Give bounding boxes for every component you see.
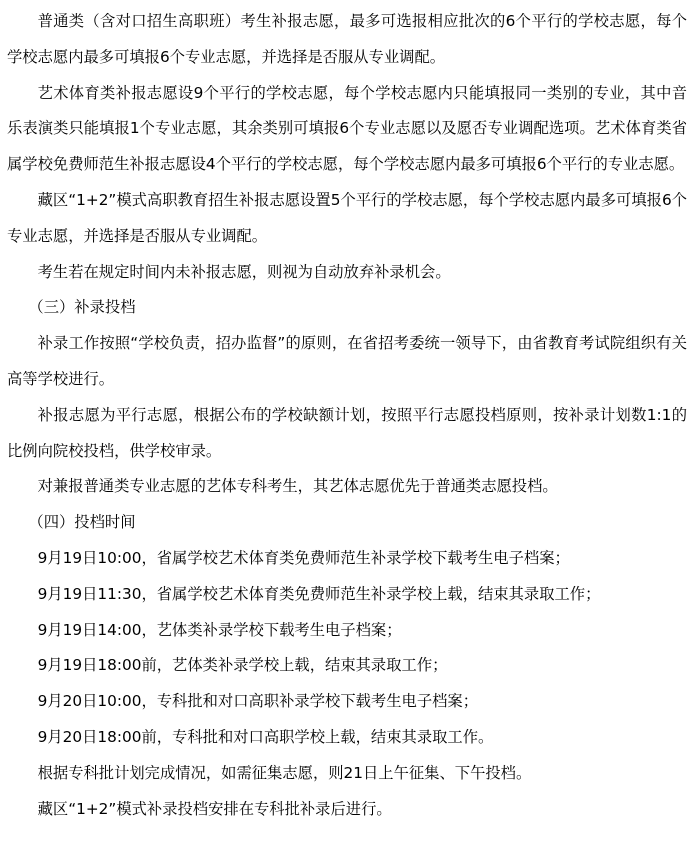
paragraph-tibet-supplement: 藏区“1+2”模式高职教育招生补报志愿设置5个平行的学校志愿，每个学校志愿内最多可填报6个专业志愿，并选择是否服从专业调配。 [7, 190, 687, 245]
schedule-item: 9月20日18:00前，专科批和对口高职学校上载，结束其录取工作。 [37, 727, 494, 746]
paragraph-collection-notice: 根据专科批计划完成情况，如需征集志愿，则21日上午征集、下午投档。 [37, 763, 532, 782]
section-heading-schedule: （四）投档时间 [28, 513, 136, 532]
schedule-item: 9月19日14:00，艺体类补录学校下载考生电子档案； [37, 620, 402, 639]
paragraph-arts-priority: 对兼报普通类专业志愿的艺体专科考生，其艺体志愿优先于普通类志愿投档。 [37, 477, 558, 496]
section-heading-supplementary-admission: （三）补录投档 [28, 298, 136, 317]
paragraph-arts-sports-supplement: 艺术体育类补报志愿设9个平行的学校志愿，每个学校志愿内只能填报同一类别的专业，其中音乐表演类只能填报1个专业志愿，其余类别可填报6个专业志愿以及愿否专业调配选项。艺术体育类省属学校免费师范生补报志愿设4个平行的学校志愿，每个学校志愿内最多可填报6个平行的专业志愿。 [7, 83, 687, 174]
paragraph-admission-principle: 补录工作按照“学校负责，招办监督”的原则，在省招考委统一领导下，由省教育考试院组织有关高等学校进行。 [7, 334, 687, 388]
paragraph-tibet-schedule: 藏区“1+2”模式补录投档安排在专科批补录后进行。 [37, 799, 392, 818]
paragraph-general-supplement: 普通类（含对口招生高职班）考生补报志愿，最多可选报相应批次的6个平行的学校志愿，每个学校志愿内最多可填报6个专业志愿，并选择是否服从专业调配。 [7, 12, 687, 66]
schedule-item: 9月19日11:30，省属学校艺术体育类免费师范生补录学校上载，结束其录取工作； [37, 584, 601, 603]
schedule-item: 9月19日18:00前，艺体类补录学校上载，结束其录取工作； [37, 656, 448, 675]
paragraph-forfeit-notice: 考生若在规定时间内未补报志愿，则视为自动放弃补录机会。 [37, 262, 451, 281]
document-body [7, 4, 687, 827]
schedule-item: 9月19日10:00，省属学校艺术体育类免费师范生补录学校下载考生电子档案； [37, 548, 570, 567]
schedule-item: 9月20日10:00，专科批和对口高职补录学校下载考生电子档案； [37, 692, 479, 711]
paragraph-parallel-volunteer: 补报志愿为平行志愿，根据公布的学校缺额计划，按照平行志愿投档原则，按补录计划数1:1的比例向院校投档，供学校审录。 [7, 405, 687, 460]
